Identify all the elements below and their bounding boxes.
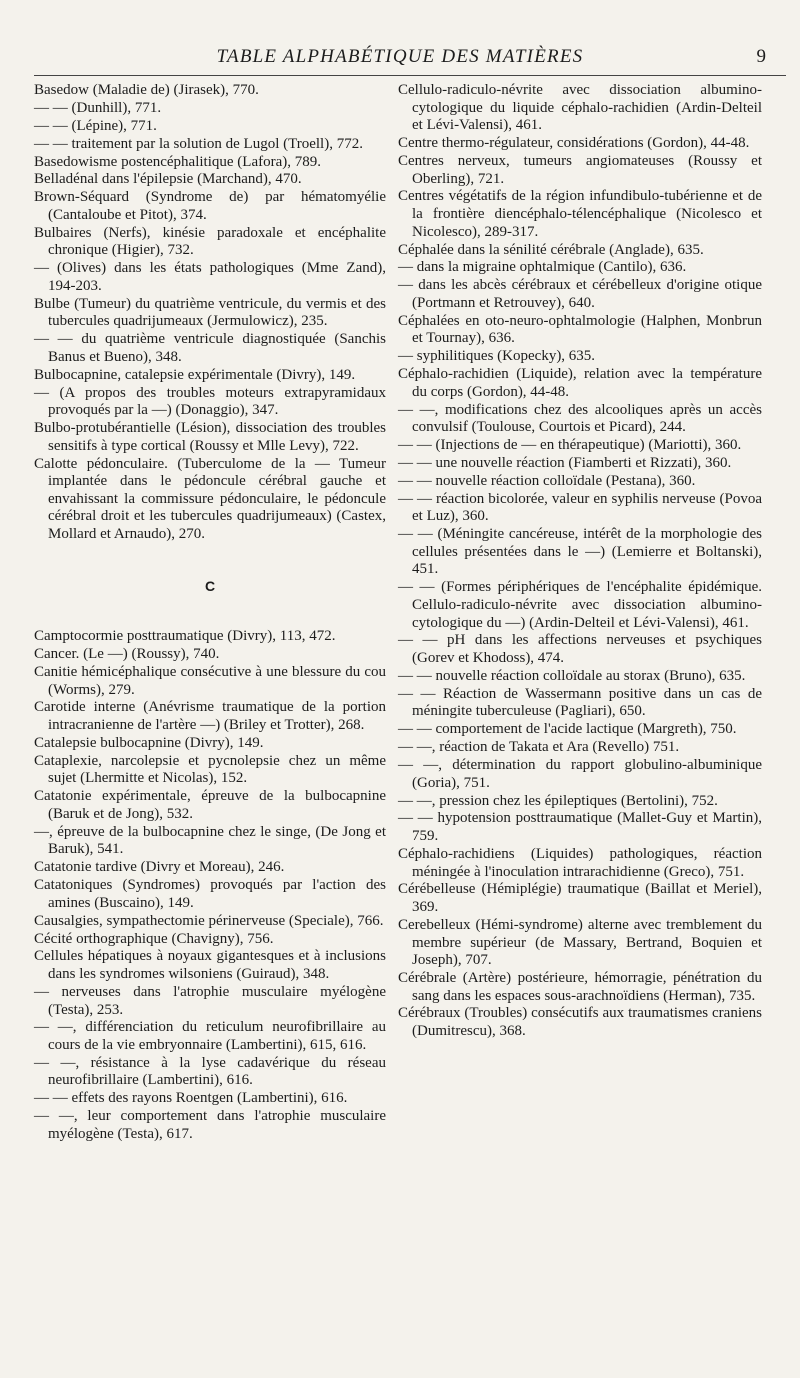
index-entry: Cécité orthographique (Chavigny), 756. bbox=[34, 930, 274, 947]
index-entry: — syphilitiques (Kopecky), 635. bbox=[398, 348, 596, 365]
index-entry: Centres végétatifs de la région infundibulo-tubérienne et de la frontière diencéphalo-télencéphalique (Nicolesco et Nicolesco), 289-317. bbox=[398, 188, 762, 240]
index-entry: Basedowisme postencéphalitique (Lafora), 789. bbox=[34, 153, 321, 170]
index-entry: Catatonie expérimentale, épreuve de la bulbocapnine (Baruk et de Jong), 532. bbox=[34, 788, 386, 822]
index-entry: — nerveuses dans l'atrophie musculaire myélogène (Testa), 253. bbox=[34, 983, 386, 1018]
index-entry: — — une nouvelle réaction (Fiamberti et Rizzati), 360. bbox=[398, 455, 732, 472]
header-rule bbox=[34, 75, 786, 76]
index-entry: Cancer. (Le —) (Roussy), 740. bbox=[34, 646, 220, 663]
index-entry: Cérébraux (Troubles) consécutifs aux traumatismes craniens (Dumitrescu), 368. bbox=[398, 1005, 762, 1040]
index-entry: — — (Lépine), 771. bbox=[34, 117, 157, 134]
index-entry: — — du quatrième ventricule diagnostiquée (Sanchis Banus et Bueno), 348. bbox=[34, 331, 386, 365]
index-entry: — — réaction bicolorée, valeur en syphilis nerveuse (Povoa et Luz), 360. bbox=[398, 490, 762, 525]
index-entry: Céphalo-rachidiens (Liquides) pathologiques, réaction méningée à l'inoculation intrarachidienne (Greco), 751. bbox=[398, 845, 762, 880]
index-entry: — — (Méningite cancéreuse, intérêt de la morphologie des cellules présentées dans le —) (Lemierre et Boltanski), 451. bbox=[398, 526, 762, 578]
page-header bbox=[0, 46, 800, 72]
index-entry: Cellulo-radiculo-névrite avec dissociation albumino-cytologique du liquide céphalo-rachidien (Ardin-Delteil et Lévi-Valensi), 461. bbox=[398, 82, 762, 134]
index-entry: Catatoniques (Syndromes) provoqués par l'action des amines (Buscaino), 149. bbox=[34, 877, 386, 911]
page-number: 9 bbox=[756, 46, 766, 67]
index-entry: Cellules hépatiques à noyaux gigantesques et à inclusions dans les syndromes wilsoniens (Guiraud), 348. bbox=[34, 948, 386, 983]
index-entry: Calotte pédonculaire. (Tuberculome de la — Tumeur implantée dans le pédoncule cérébral gauche et envahissant la commissure pédonculaire, le pédoncule cérébral droit et les tubercules quadrijumeaux) (Castex, Mollard et Arnaudo), 270. bbox=[34, 455, 386, 542]
index-entry: Céphalées en oto-neuro-ophtalmologie (Halphen, Monbrun et Tournay), 636. bbox=[398, 312, 762, 347]
index-entry: — — traitement par la solution de Lugol (Troell), 772. bbox=[34, 135, 363, 152]
index-entry: Cataplexie, narcolepsie et pycnolepsie chez un même sujet (Lhermitte et Nicolas), 152. bbox=[34, 752, 386, 787]
index-entry: — —, résistance à la lyse cadavérique du réseau neurofibrillaire (Lambertini), 616. bbox=[34, 1054, 386, 1089]
index-entry: — —, réaction de Takata et Ara (Revello) 751. bbox=[398, 739, 680, 756]
index-entry: — (A propos des troubles moteurs extrapyramidaux provoqués par la —) (Donaggio), 347. bbox=[34, 384, 386, 419]
index-entry: — — (Injections de — en thérapeutique) (Mariotti), 360. bbox=[398, 437, 742, 454]
index-entry: — dans la migraine ophtalmique (Cantilo), 636. bbox=[398, 259, 687, 276]
index-entry: Brown-Séquard (Syndrome de) par hématomyélie (Cantaloube et Pitot), 374. bbox=[34, 189, 386, 223]
index-entry: — — pH dans les affections nerveuses et psychiques (Gorev et Khodoss), 474. bbox=[398, 632, 762, 667]
running-title: TABLE ALPHABÉTIQUE DES MATIÈRES bbox=[216, 46, 584, 67]
section-letter: C bbox=[204, 577, 216, 594]
index-entry: — — (Formes périphériques de l'encéphalite épidémique. Cellulo-radiculo-névrite avec dissociation albumino-cytologique du —) (Ardin-Delteil et Lévi-Valensi), 461. bbox=[398, 579, 762, 631]
index-entry: — — effets des rayons Roentgen (Lambertini), 616. bbox=[34, 1090, 348, 1107]
index-entry: — — nouvelle réaction colloïdale (Pestana), 360. bbox=[398, 472, 696, 489]
index-entry: Belladénal dans l'épilepsie (Marchand), 470. bbox=[34, 171, 302, 188]
index-entry: — dans les abcès cérébraux et cérébelleux d'origine otique (Portmann et Retrouvey), 640. bbox=[398, 277, 762, 311]
index-entry: Cerebelleux (Hémi-syndrome) alterne avec tremblement du membre supérieur (de Massary, Bertrand, Boquien et Joseph), 707. bbox=[398, 916, 762, 969]
index-entry: — — comportement de l'acide lactique (Margreth), 750. bbox=[398, 721, 737, 738]
index-entry: Bulbe (Tumeur) du quatrième ventricule, du vermis et des tubercules quadrijumeaux (Jermulowicz), 235. bbox=[34, 295, 386, 330]
index-entry: Causalgies, sympathectomie périnerveuse (Speciale), 766. bbox=[34, 912, 384, 929]
index-entry: Cérébrale (Artère) postérieure, hémorragie, pénétration du sang dans les espaces sous-arachnoïdiens (Herman), 735. bbox=[398, 970, 762, 1004]
index-entry: — —, modifications chez des alcooliques après un accès convulsif (Toulouse, Courtois et Picard), 244. bbox=[398, 401, 762, 436]
index-entry: Céphalo-rachidien (Liquide), relation avec la température du corps (Gordon), 44-48. bbox=[398, 366, 762, 400]
index-entry: — — (Dunhill), 771. bbox=[34, 99, 162, 116]
index-entry: Bulbocapnine, catalepsie expérimentale (Divry), 149. bbox=[34, 366, 356, 383]
index-entry: Céphalée dans la sénilité cérébrale (Anglade), 635. bbox=[398, 241, 704, 258]
index-entry: Canitie hémicéphalique consécutive à une blessure du cou (Worms), 279. bbox=[34, 663, 386, 698]
index-entry: Bulbo-protubérantielle (Lésion), dissociation des troubles sensitifs à type cortical (Roussy et Mlle Levy), 722. bbox=[34, 420, 386, 454]
index-entry: Cérébelleuse (Hémiplégie) traumatique (Baillat et Meriel), 369. bbox=[398, 881, 762, 916]
index-entry: — —, pression chez les épileptiques (Bertolini), 752. bbox=[398, 792, 718, 809]
index-entry: —, épreuve de la bulbocapnine chez le singe, (De Jong et Baruk), 541. bbox=[34, 823, 386, 858]
index-entry: — —, leur comportement dans l'atrophie musculaire myélogène (Testa), 617. bbox=[34, 1108, 386, 1142]
index-entry: Basedow (Maladie de) (Jirasek), 770. bbox=[34, 82, 259, 98]
index-entry: Centres nerveux, tumeurs angiomateuses (Roussy et Oberling), 721. bbox=[398, 152, 762, 187]
index-entry: — —, détermination du rapport globulino-albuminique (Goria), 751. bbox=[398, 757, 762, 791]
index-entry: Bulbaires (Nerfs), kinésie paradoxale et encéphalite chronique (Higier), 732. bbox=[34, 224, 386, 259]
index-entry: — — nouvelle réaction colloïdale au storax (Bruno), 635. bbox=[398, 667, 746, 684]
index-entry: — — Réaction de Wassermann positive dans un cas de méningite tuberculeuse (Pagliari), 650. bbox=[398, 685, 762, 720]
index-entry: Catalepsie bulbocapnine (Divry), 149. bbox=[34, 734, 264, 751]
index-entry: Centre thermo-régulateur, considérations (Gordon), 44-48. bbox=[398, 135, 750, 152]
index-entry: — —, différenciation du reticulum neurofibrillaire au cours de la vie embryonnaire (Lambertini), 615, 616. bbox=[34, 1019, 386, 1053]
left-column bbox=[34, 82, 386, 1144]
index-entry: — (Olives) dans les états pathologiques (Mme Zand), 194-203. bbox=[34, 260, 386, 294]
index-entry: Catatonie tardive (Divry et Moreau), 246. bbox=[34, 859, 285, 876]
index-entry: — — hypotension posttraumatique (Mallet-Guy et Martin), 759. bbox=[398, 810, 762, 845]
index-entry: Camptocormie posttraumatique (Divry), 113, 472. bbox=[34, 628, 336, 645]
index-entry: Carotide interne (Anévrisme traumatique de la portion intracranienne de l'artère —) (Briley et Trotter), 268. bbox=[34, 699, 386, 734]
right-column bbox=[398, 82, 762, 1041]
